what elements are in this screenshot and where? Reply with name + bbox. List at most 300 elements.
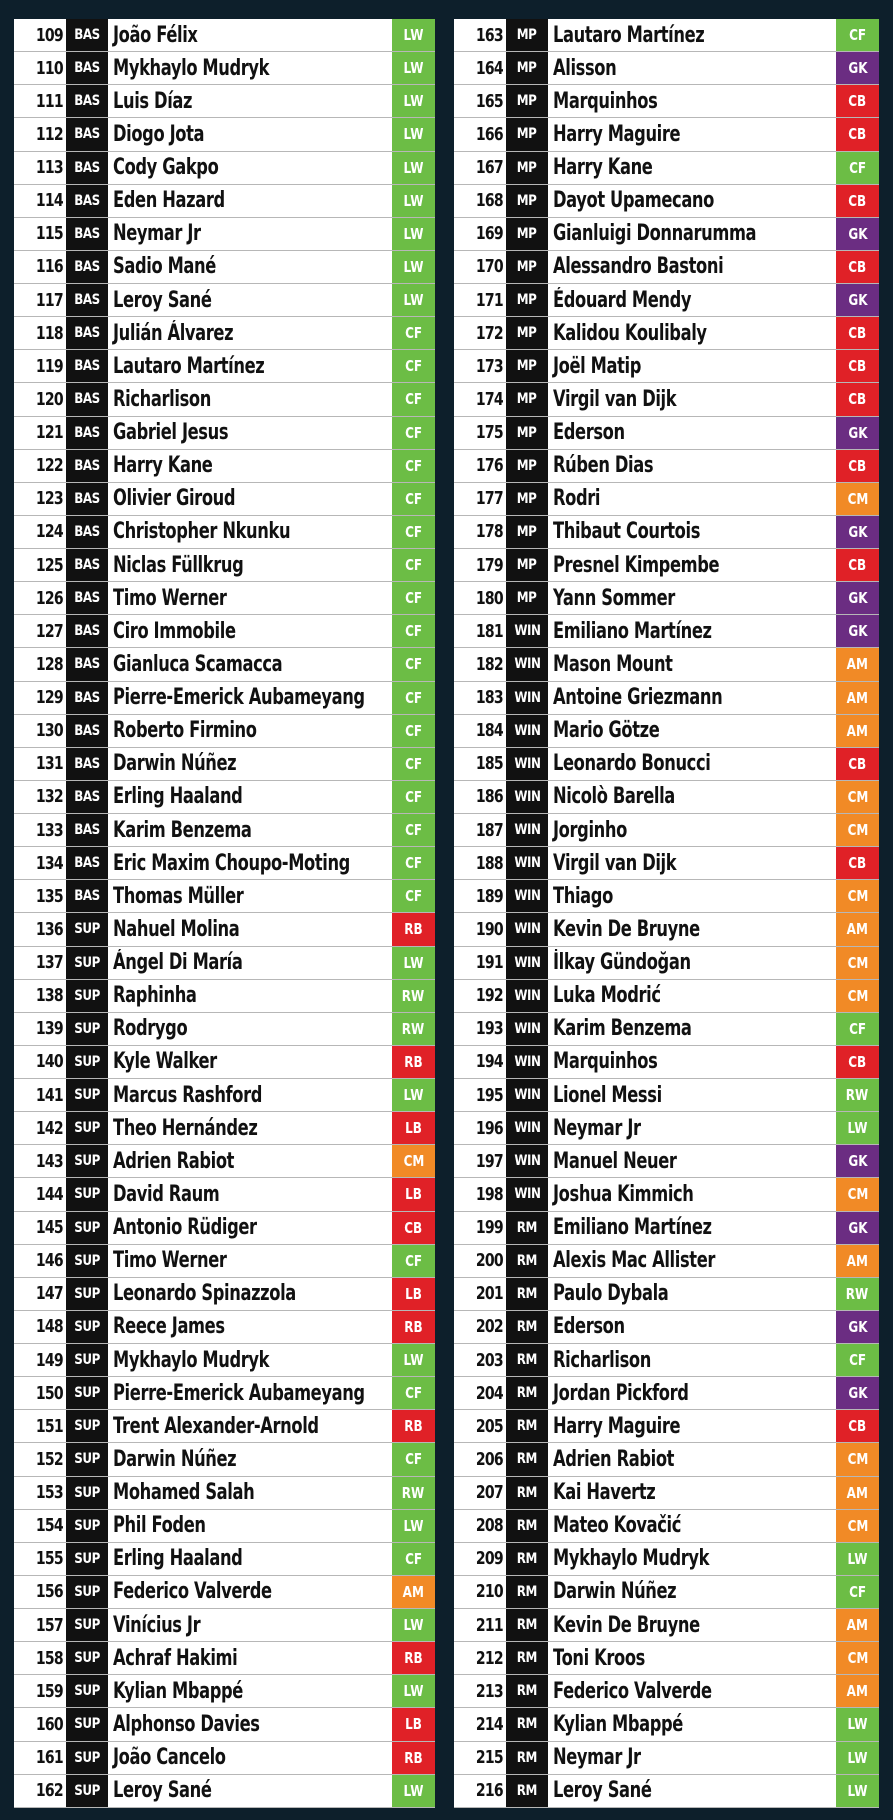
position-label: LW (847, 1549, 868, 1568)
card-type-badge (506, 450, 548, 482)
position-label: CF (404, 721, 422, 740)
player-row (14, 1410, 435, 1443)
card-type-label: WIN (513, 888, 541, 905)
card-type-badge (66, 1145, 108, 1177)
player-row (14, 52, 435, 85)
card-type-label: BAS (74, 855, 100, 872)
player-name: Adrien Rabiot (113, 1148, 235, 1174)
position-label: CF (848, 26, 866, 45)
card-number: 119 (35, 355, 63, 377)
player-name-cell (108, 85, 392, 117)
player-name: Luka Modrić (553, 983, 661, 1009)
card-type-label: RM (516, 1285, 538, 1302)
player-name-cell (108, 1742, 392, 1774)
card-type-label: SUP (74, 1683, 100, 1700)
position-badge (392, 1443, 435, 1475)
player-name-cell (108, 682, 392, 714)
card-number: 146 (35, 1250, 63, 1272)
position-badge (392, 913, 435, 945)
position-badge (836, 1642, 879, 1674)
player-name-cell (548, 152, 836, 184)
card-type-label: WIN (513, 689, 541, 706)
card-number: 128 (35, 653, 63, 675)
card-number: 197 (475, 1150, 503, 1172)
position-badge (836, 251, 879, 283)
position-badge (392, 1245, 435, 1277)
player-row (14, 1344, 435, 1377)
checklist-left-column (14, 19, 435, 1808)
position-badge (836, 417, 879, 449)
position-label: GK (847, 1218, 868, 1237)
player-row (454, 1112, 879, 1145)
player-name: Darwin Núñez (553, 1579, 677, 1605)
player-name-cell (108, 350, 392, 382)
position-badge (392, 85, 435, 117)
player-row (454, 682, 879, 715)
player-name: Federico Valverde (553, 1678, 712, 1704)
card-type-label: BAS (74, 755, 100, 772)
card-type-badge (506, 118, 548, 150)
card-type-badge (66, 1576, 108, 1608)
card-type-badge (66, 19, 108, 51)
player-name-cell (108, 52, 392, 84)
card-type-label: MP (517, 27, 537, 44)
card-type-badge (506, 1278, 548, 1310)
card-type-badge (506, 582, 548, 614)
card-type-badge (66, 1410, 108, 1442)
player-name-cell (108, 516, 392, 548)
player-name-cell (108, 383, 392, 415)
player-name-cell (548, 1212, 836, 1244)
card-type-badge (66, 1212, 108, 1244)
player-name: Gabriel Jesus (113, 420, 229, 446)
player-name: Antoine Griezmann (553, 685, 723, 711)
position-label: CF (404, 787, 422, 806)
player-row (454, 350, 879, 383)
player-row (14, 417, 435, 450)
card-type-label: BAS (74, 225, 100, 242)
position-label: LW (403, 257, 424, 276)
position-badge (836, 19, 879, 51)
card-type-label: RM (516, 1451, 538, 1468)
position-label: CF (404, 324, 422, 343)
position-badge (392, 417, 435, 449)
player-row (14, 682, 435, 715)
player-row (454, 814, 879, 847)
position-badge (836, 1112, 879, 1144)
player-name: Ederson (553, 420, 625, 446)
position-badge (836, 1443, 879, 1475)
card-type-label: MP (517, 358, 537, 375)
player-name-cell (548, 85, 836, 117)
player-row (14, 1609, 435, 1642)
player-name-cell (548, 582, 836, 614)
card-type-label: SUP (74, 1650, 100, 1667)
player-row (454, 417, 879, 450)
card-type-label: WIN (513, 755, 541, 772)
player-name: Lautaro Martínez (113, 353, 265, 379)
card-type-badge (506, 1510, 548, 1542)
position-badge (392, 615, 435, 647)
player-row (14, 1443, 435, 1476)
position-label: CF (404, 821, 422, 840)
player-row (454, 1212, 879, 1245)
player-name: Neymar Jr (113, 221, 201, 247)
player-name: Eden Hazard (113, 188, 225, 214)
player-row (454, 85, 879, 118)
position-label: CF (404, 522, 422, 541)
player-name: Karim Benzema (113, 817, 252, 843)
card-type-label: RM (516, 1749, 538, 1766)
card-type-label: MP (517, 557, 537, 574)
position-label: LB (405, 1284, 422, 1303)
card-number: 132 (35, 786, 63, 808)
player-name-cell (548, 1642, 836, 1674)
player-row (454, 1278, 879, 1311)
position-label: CF (404, 1549, 422, 1568)
player-name: Dayot Upamecano (553, 188, 714, 214)
card-type-badge (66, 1642, 108, 1674)
card-number: 173 (475, 355, 503, 377)
card-type-label: BAS (74, 788, 100, 805)
player-name: Leonardo Bonucci (553, 751, 711, 777)
card-type-label: SUP (74, 1583, 100, 1600)
card-type-label: WIN (513, 788, 541, 805)
position-badge (836, 648, 879, 680)
card-type-badge (66, 1708, 108, 1740)
player-name: Manuel Neuer (553, 1148, 677, 1174)
player-row (14, 1245, 435, 1278)
player-name: Thomas Müller (113, 883, 244, 909)
player-name: Rodrygo (113, 1016, 188, 1042)
card-number: 201 (475, 1283, 503, 1305)
card-number: 156 (35, 1581, 63, 1603)
player-row (14, 947, 435, 980)
card-type-label: BAS (74, 457, 100, 474)
card-type-label: MP (517, 424, 537, 441)
position-label: CF (404, 489, 422, 508)
player-name-cell (108, 218, 392, 250)
card-type-label: WIN (513, 1120, 541, 1137)
position-label: RB (404, 920, 423, 939)
player-name: Marcus Rashford (113, 1082, 263, 1108)
player-name: Leroy Sané (113, 1778, 212, 1804)
position-badge (836, 317, 879, 349)
player-name-cell (108, 1079, 392, 1111)
card-number: 138 (35, 985, 63, 1007)
player-name: Vinícius Jr (113, 1612, 201, 1638)
card-type-label: MP (517, 258, 537, 275)
player-name-cell (108, 781, 392, 813)
player-name: Thibaut Courtois (553, 519, 701, 545)
card-type-badge (66, 1245, 108, 1277)
player-name-cell (548, 1178, 836, 1210)
position-badge (836, 383, 879, 415)
card-number: 166 (475, 123, 503, 145)
card-number: 167 (475, 157, 503, 179)
player-name: Rúben Dias (553, 453, 654, 479)
player-row (14, 549, 435, 582)
player-row (454, 1046, 879, 1079)
player-name-cell (548, 748, 836, 780)
player-name-cell (108, 847, 392, 879)
player-row (454, 1576, 879, 1609)
card-type-label: SUP (74, 1318, 100, 1335)
position-label: CB (848, 191, 867, 210)
player-row (454, 1477, 879, 1510)
position-label: CM (847, 986, 868, 1005)
card-type-badge (66, 1046, 108, 1078)
position-badge (392, 549, 435, 581)
player-name: Alphonso Davies (113, 1711, 260, 1737)
player-row (14, 284, 435, 317)
card-number: 126 (35, 587, 63, 609)
player-name: Mykhaylo Mudryk (113, 55, 270, 81)
position-badge (392, 648, 435, 680)
card-type-badge (506, 549, 548, 581)
card-number: 162 (35, 1780, 63, 1802)
position-badge (392, 1212, 435, 1244)
card-type-badge (66, 317, 108, 349)
card-type-badge (506, 682, 548, 714)
card-number: 193 (475, 1018, 503, 1040)
card-type-label: RM (516, 1252, 538, 1269)
card-number: 152 (35, 1448, 63, 1470)
card-number: 145 (35, 1217, 63, 1239)
position-label: AM (846, 1251, 869, 1270)
card-type-label: RM (516, 1782, 538, 1799)
position-badge (392, 1675, 435, 1707)
card-number: 212 (475, 1647, 503, 1669)
player-row (14, 781, 435, 814)
position-label: CF (404, 1251, 422, 1270)
player-name-cell (548, 913, 836, 945)
position-badge (836, 483, 879, 515)
position-badge (836, 85, 879, 117)
card-number: 123 (35, 488, 63, 510)
card-type-badge (506, 648, 548, 680)
position-label: CB (848, 1052, 867, 1071)
card-type-badge (66, 615, 108, 647)
position-badge (392, 284, 435, 316)
card-number: 211 (475, 1614, 503, 1636)
card-number: 155 (35, 1548, 63, 1570)
card-type-label: SUP (74, 1053, 100, 1070)
player-name-cell (108, 152, 392, 184)
position-label: GK (847, 423, 868, 442)
card-type-badge (66, 947, 108, 979)
position-label: LW (847, 1119, 868, 1138)
card-type-label: MP (517, 590, 537, 607)
player-row (454, 152, 879, 185)
player-name: İlkay Gündoğan (553, 950, 691, 976)
position-badge (392, 1079, 435, 1111)
position-badge (836, 1576, 879, 1608)
position-badge (392, 350, 435, 382)
card-number: 137 (35, 952, 63, 974)
card-number: 194 (475, 1051, 503, 1073)
position-badge (836, 980, 879, 1012)
card-number: 191 (475, 952, 503, 974)
card-type-badge (66, 781, 108, 813)
card-type-label: RM (516, 1318, 538, 1335)
position-label: CM (847, 787, 868, 806)
player-name-cell (108, 1443, 392, 1475)
card-type-label: BAS (74, 888, 100, 905)
position-badge (836, 682, 879, 714)
card-number: 149 (35, 1349, 63, 1371)
card-type-badge (506, 847, 548, 879)
player-row (454, 781, 879, 814)
position-badge (836, 814, 879, 846)
card-number: 121 (35, 422, 63, 444)
card-type-label: BAS (74, 424, 100, 441)
card-type-label: SUP (74, 1252, 100, 1269)
position-label: AM (846, 920, 869, 939)
position-badge (392, 1708, 435, 1740)
player-name-cell (548, 317, 836, 349)
card-type-badge (506, 880, 548, 912)
card-type-label: RM (516, 1716, 538, 1733)
card-type-label: WIN (513, 1186, 541, 1203)
position-label: CF (404, 1384, 422, 1403)
player-name-cell (108, 1013, 392, 1045)
card-type-label: BAS (74, 490, 100, 507)
player-name: Diogo Jota (113, 121, 205, 147)
player-name: Reece James (113, 1314, 225, 1340)
position-badge (392, 1013, 435, 1045)
player-name: Rodri (553, 486, 601, 512)
player-name: João Cancelo (113, 1745, 226, 1771)
position-badge (836, 1079, 879, 1111)
card-type-label: BAS (74, 258, 100, 275)
player-name: Achraf Hakimi (113, 1645, 238, 1671)
player-row (14, 1377, 435, 1410)
position-badge (836, 1311, 879, 1343)
position-label: RW (402, 1019, 425, 1038)
player-name-cell (548, 781, 836, 813)
position-label: CF (404, 357, 422, 376)
player-row (14, 516, 435, 549)
player-row (454, 52, 879, 85)
player-row (454, 1609, 879, 1642)
card-type-badge (506, 19, 548, 51)
player-name-cell (108, 1477, 392, 1509)
card-type-badge (506, 947, 548, 979)
card-type-badge (66, 748, 108, 780)
player-row (454, 1742, 879, 1775)
card-type-label: SUP (74, 1617, 100, 1634)
card-type-badge (506, 748, 548, 780)
player-name: Christopher Nkunku (113, 519, 291, 545)
position-label: CF (404, 556, 422, 575)
position-label: CB (848, 456, 867, 475)
position-label: AM (846, 1682, 869, 1701)
card-number: 168 (475, 190, 503, 212)
card-type-badge (506, 781, 548, 813)
position-label: GK (847, 59, 868, 78)
position-badge (836, 615, 879, 647)
player-name: Pierre-Emerick Aubameyang (113, 685, 365, 711)
card-number: 125 (35, 554, 63, 576)
player-row (14, 19, 435, 52)
player-name-cell (108, 483, 392, 515)
position-label: LW (403, 92, 424, 111)
card-number: 151 (35, 1415, 63, 1437)
position-label: CB (848, 754, 867, 773)
player-name-cell (548, 1543, 836, 1575)
card-number: 116 (35, 256, 63, 278)
card-type-label: BAS (74, 93, 100, 110)
position-badge (836, 218, 879, 250)
position-badge (392, 516, 435, 548)
player-name-cell (108, 980, 392, 1012)
card-number: 172 (475, 322, 503, 344)
position-badge (392, 1543, 435, 1575)
player-name: Kalidou Koulibaly (553, 320, 707, 346)
position-badge (836, 781, 879, 813)
card-number: 175 (475, 422, 503, 444)
player-name: Thiago (553, 883, 613, 909)
card-type-label: RM (516, 1517, 538, 1534)
position-badge (392, 1642, 435, 1674)
player-row (14, 185, 435, 218)
player-name-cell (548, 1079, 836, 1111)
card-type-label: MP (517, 60, 537, 77)
card-number: 129 (35, 687, 63, 709)
player-row (14, 1742, 435, 1775)
player-row (14, 913, 435, 946)
card-number: 204 (475, 1382, 503, 1404)
card-number: 185 (475, 753, 503, 775)
player-name: Nahuel Molina (113, 916, 240, 942)
position-label: CM (847, 1185, 868, 1204)
position-badge (836, 947, 879, 979)
card-type-badge (66, 152, 108, 184)
card-type-badge (66, 516, 108, 548)
card-type-badge (506, 52, 548, 84)
player-name-cell (108, 450, 392, 482)
player-name: Harry Maguire (553, 121, 681, 147)
card-number: 209 (475, 1548, 503, 1570)
player-row (14, 748, 435, 781)
card-type-badge (66, 682, 108, 714)
player-name: Virgil van Dijk (553, 386, 677, 412)
player-name-cell (548, 615, 836, 647)
card-number: 160 (35, 1713, 63, 1735)
player-name: Joël Matip (553, 353, 642, 379)
card-type-label: SUP (74, 1020, 100, 1037)
position-label: CF (404, 423, 422, 442)
player-row (454, 913, 879, 946)
card-type-label: SUP (74, 1418, 100, 1435)
player-row (14, 1278, 435, 1311)
position-badge (836, 516, 879, 548)
card-number: 157 (35, 1614, 63, 1636)
card-number: 142 (35, 1117, 63, 1139)
player-name: Lionel Messi (553, 1082, 662, 1108)
position-badge (836, 350, 879, 382)
position-badge (392, 1377, 435, 1409)
player-row (454, 1311, 879, 1344)
card-type-badge (506, 1013, 548, 1045)
player-row (14, 1212, 435, 1245)
player-name: Theo Hernández (113, 1115, 258, 1141)
card-number: 109 (35, 24, 63, 46)
player-name-cell (548, 715, 836, 747)
player-name-cell (108, 1642, 392, 1674)
player-name: Erling Haaland (113, 1546, 243, 1572)
